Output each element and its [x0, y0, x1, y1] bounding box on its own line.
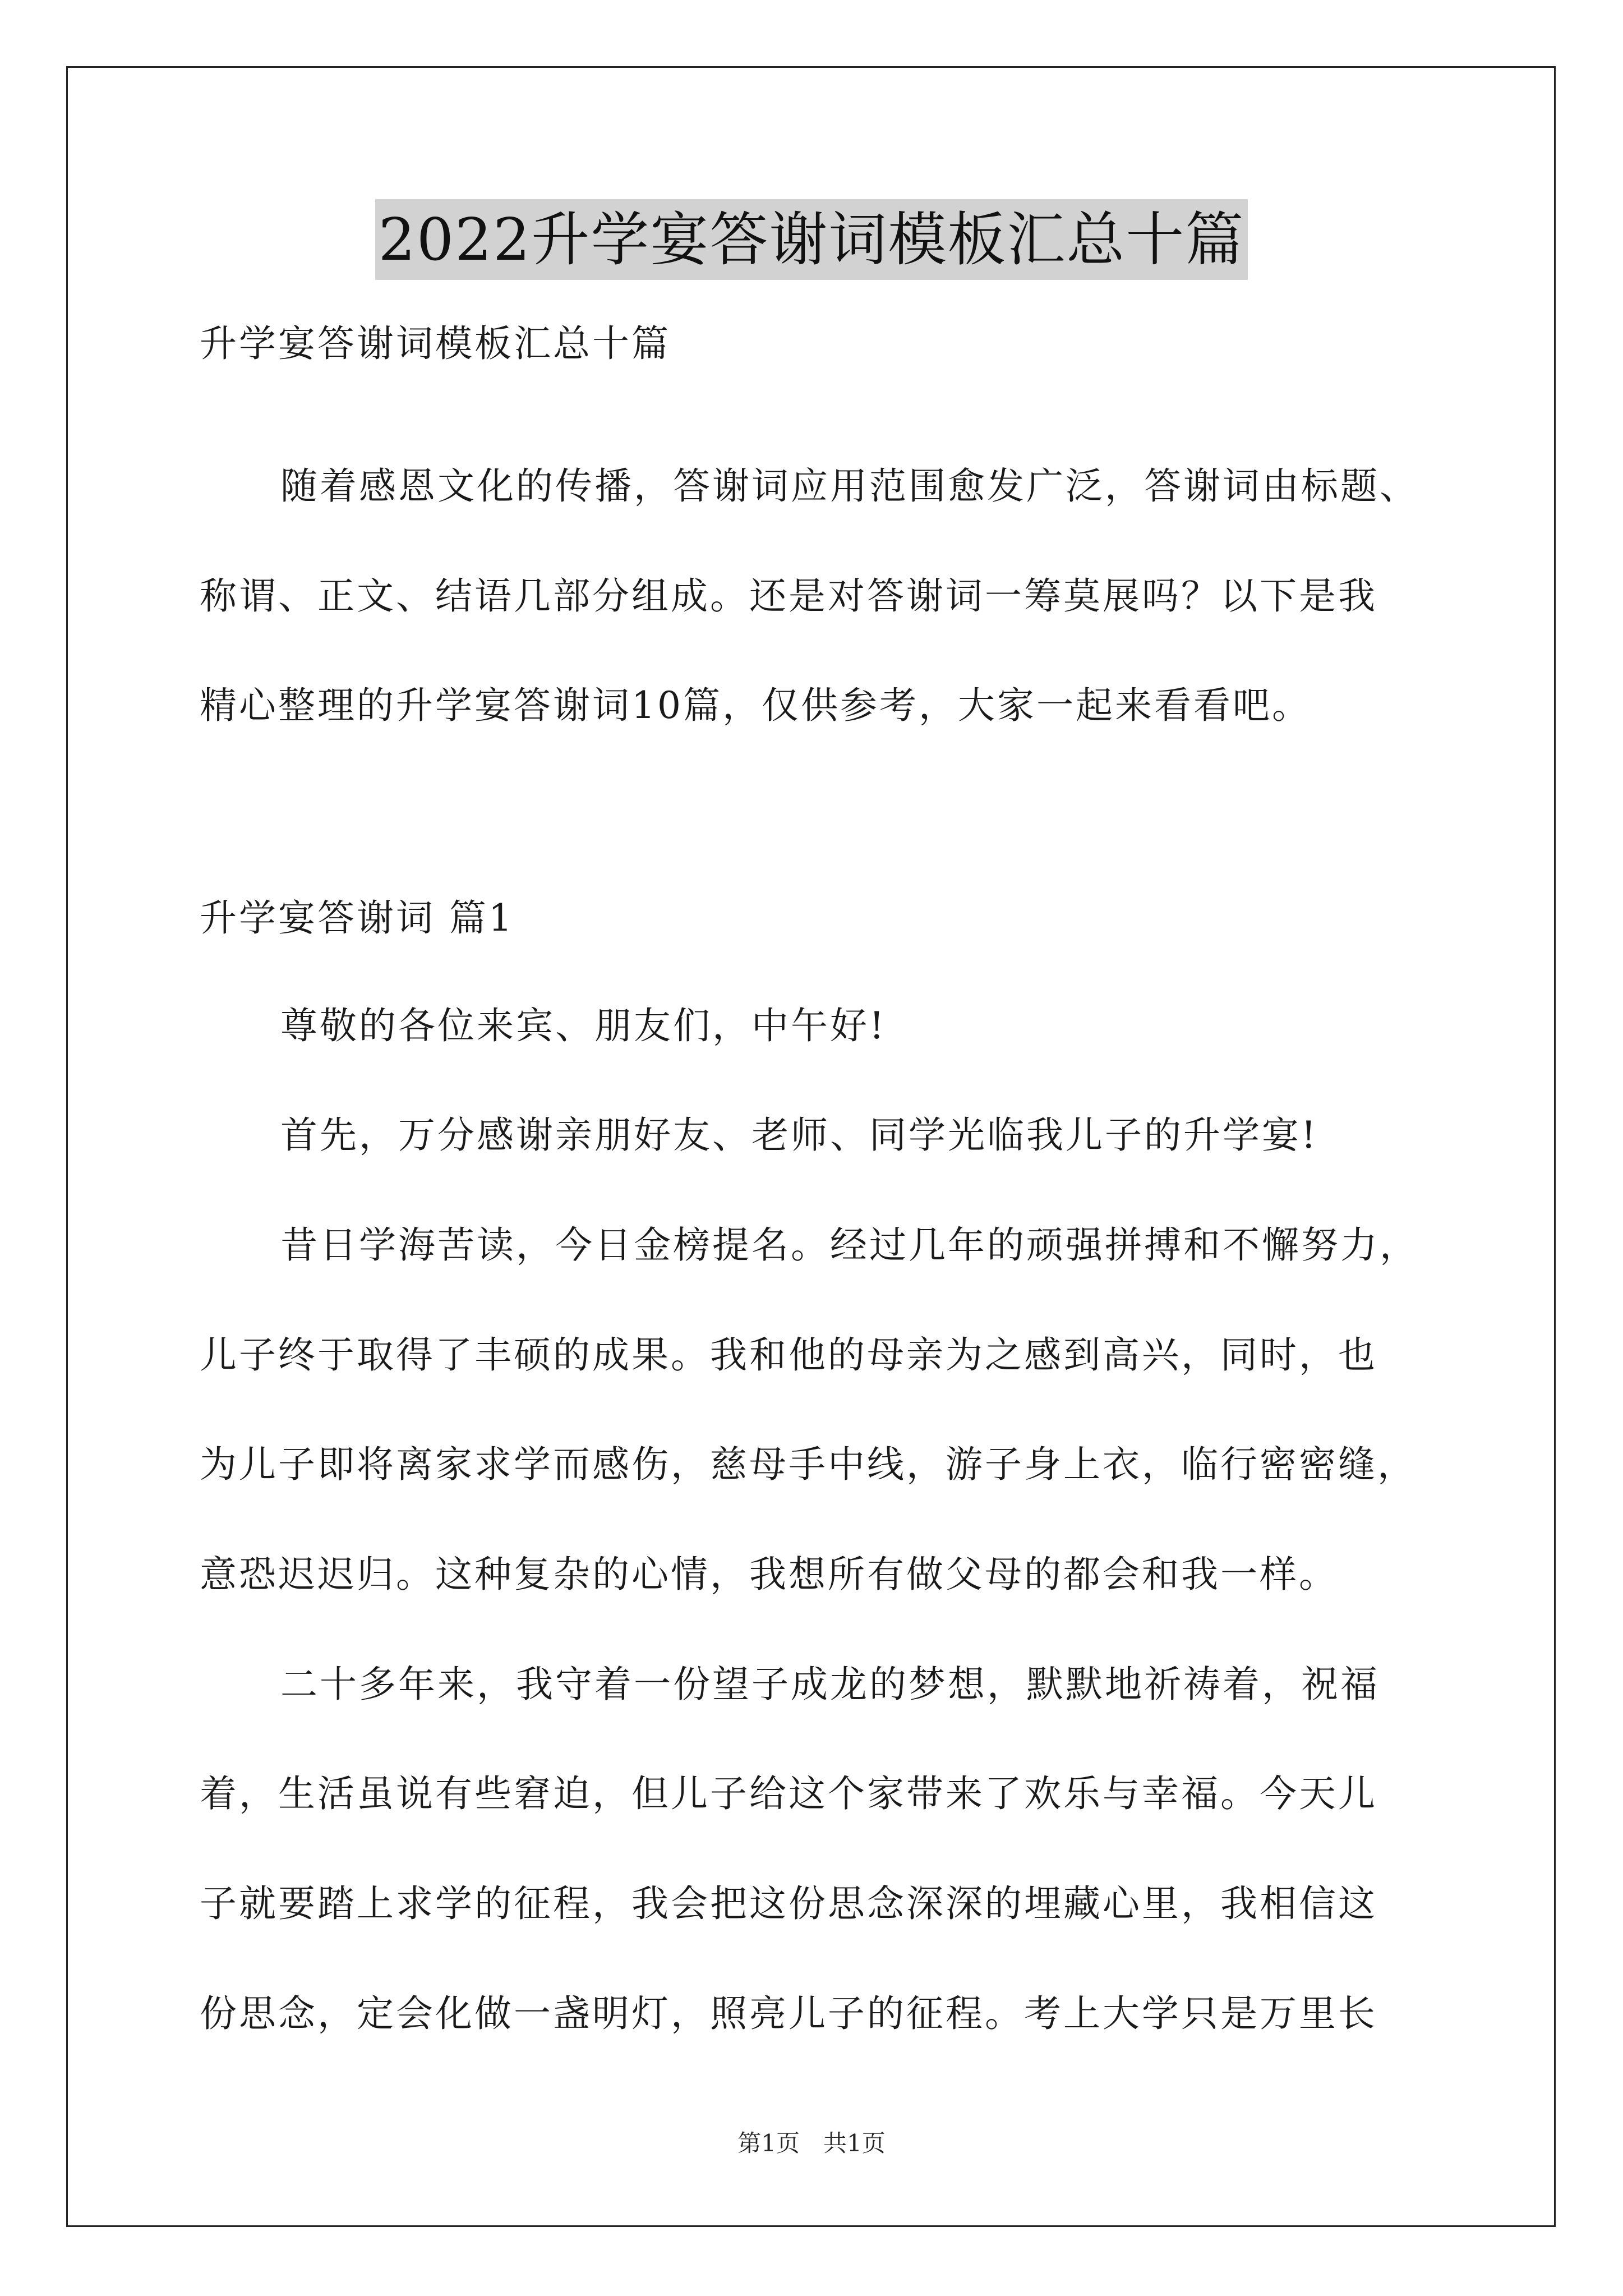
- paragraph-3-line-4: 份思念，定会化做一盏明灯，照亮儿子的征程。考上大学只是万里长: [200, 1992, 1377, 2035]
- title-container: [0, 199, 1623, 280]
- subtitle-line: 升学宴答谢词模板汇总十篇: [200, 322, 671, 365]
- section-heading-1: 升学宴答谢词 篇1: [200, 896, 514, 940]
- paragraph-thanks-line: 首先，万分感谢亲朋好友、老师、同学光临我儿子的升学宴!: [280, 1114, 1318, 1157]
- document-title: 2022升学宴答谢词模板汇总十篇: [375, 199, 1248, 280]
- page-footer: 第1页 共1页: [737, 2129, 886, 2157]
- intro-paragraph-line-2: 称谓、正文、结语几部分组成。还是对答谢词一筹莫展吗？以下是我: [200, 574, 1377, 618]
- salutation-line: 尊敬的各位来宾、朋友们，中午好!: [280, 1004, 887, 1047]
- paragraph-3-line-2: 着，生活虽说有些窘迫，但儿子给这个家带来了欢乐与幸福。今天儿: [200, 1772, 1377, 1815]
- paragraph-2-line-3: 为儿子即将离家求学而感伤，慈母手中线，游子身上衣，临行密密缝，: [200, 1443, 1417, 1486]
- paragraph-2-line-4: 意恐迟迟归。这种复杂的心情，我想所有做父母的都会和我一样。: [200, 1553, 1338, 1596]
- paragraph-3-line-1: 二十多年来，我守着一份望子成龙的梦想，默默地祈祷着，祝福: [280, 1663, 1380, 1706]
- intro-paragraph-line-1: 随着感恩文化的传播，答谢词应用范围愈发广泛，答谢词由标题、: [280, 464, 1419, 508]
- paragraph-2-line-2: 儿子终于取得了丰硕的成果。我和他的母亲为之感到高兴，同时，也: [200, 1333, 1377, 1377]
- paragraph-3-line-3: 子就要踏上求学的征程，我会把这份思念深深的埋藏心里，我相信这: [200, 1882, 1377, 1925]
- intro-paragraph-line-3: 精心整理的升学宴答谢词10篇，仅供参考，大家一起来看看吧。: [200, 684, 1311, 727]
- paragraph-2-line-1: 昔日学海苦读，今日金榜提名。经过几年的顽强拼搏和不懈努力，: [280, 1223, 1419, 1267]
